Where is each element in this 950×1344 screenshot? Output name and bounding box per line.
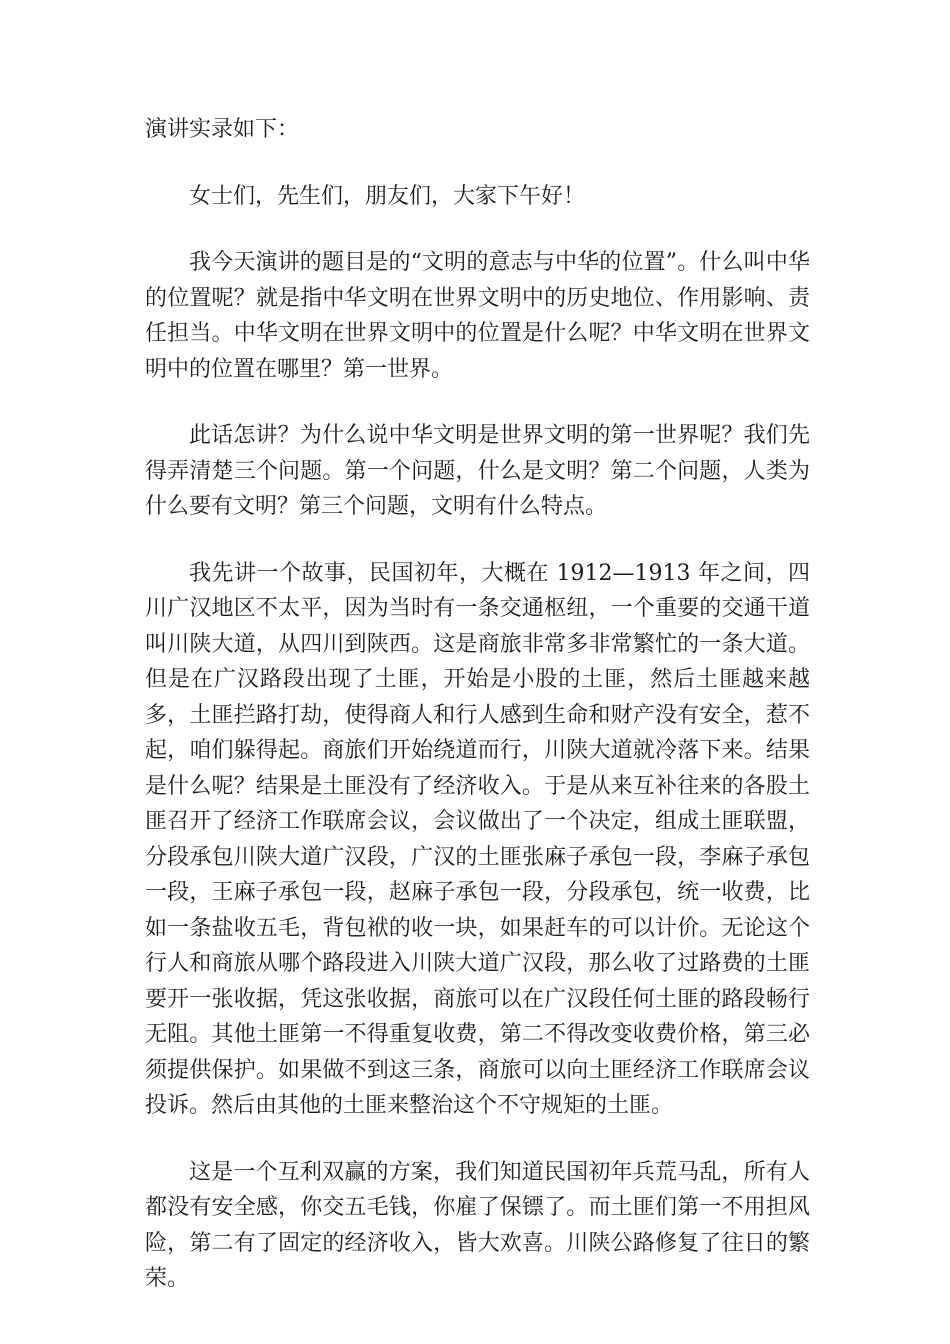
paragraph-greeting: 女士们，先生们，朋友们，大家下午好！	[189, 183, 586, 209]
intro-heading: 演讲实录如下：	[145, 117, 300, 142]
paragraph-story: 我先讲一个故事，民国初年，大概在 1912—1913 年之间，四川广汉地区不太平，因为当时有一条交通枢纽，一个重要的交通干道叫川陕大道，从四川到陕西。这是商旅非常多非常繁忙的一条大道。但是在广汉路段出现了土匪，开始是小股的土匪，然后土匪越来越多，土匪拦路打劫，使得商人和行人感到生命和财产没有安全，惹不起，咱们躲得起。商旅们开始绕道而行，川陕大道就冷落下来。结果是什么呢？结果是土匪没有了经济收入。于是从来互补往来的各股土匪召开了经济工作联席会议，会议做出了一个决定，组成土匪联盟，分段承包川陕大道广汉段，广汉的土匪张麻子承包一段，李麻子承包一段，王麻子承包一段，赵麻子承包一段，分段承包，统一收费，比如一条盐收五毛，背包袱的收一块，如果赶车的可以计价。无论这个行人和商旅从哪个路段进入川陕大道广汉段，那么收了过路费的土匪要开一张收据，凭这张收据，商旅可以在广汉段任何土匪的路段畅行无阻。其他土匪第一不得重复收费，第二不得改变收费价格，第三必须提供保护。如果做不到这三条，商旅可以向土匪经济工作联席会议投诉。然后由其他的土匪来整治这个不守规矩的土匪。	[145, 560, 810, 1118]
paragraph-conclusion: 这是一个互利双赢的方案，我们知道民国初年兵荒马乱，所有人都没有安全感，你交五毛钱，你雇了保镖了。而土匪们第一不用担风险，第二有了固定的经济收入，皆大欢喜。川陕公路修复了往日的繁荣。	[145, 1159, 810, 1291]
paragraph-questions: 此话怎讲？为什么说中华文明是世界文明的第一世界呢？我们先得弄清楚三个问题。第一个问题，什么是文明？第二个问题，人类为什么要有文明？第三个问题，文明有什么特点。	[145, 423, 810, 519]
document-body	[145, 112, 810, 1297]
paragraph-topic: 我今天演讲的题目是的“文明的意志与中华的位置”。什么叫中华的位置呢？就是指中华文明在世界文明中的历史地位、作用影响、责任担当。中华文明在世界文明中的位置是什么呢？中华文明在世界文明中的位置在哪里？第一世界。	[145, 250, 810, 382]
